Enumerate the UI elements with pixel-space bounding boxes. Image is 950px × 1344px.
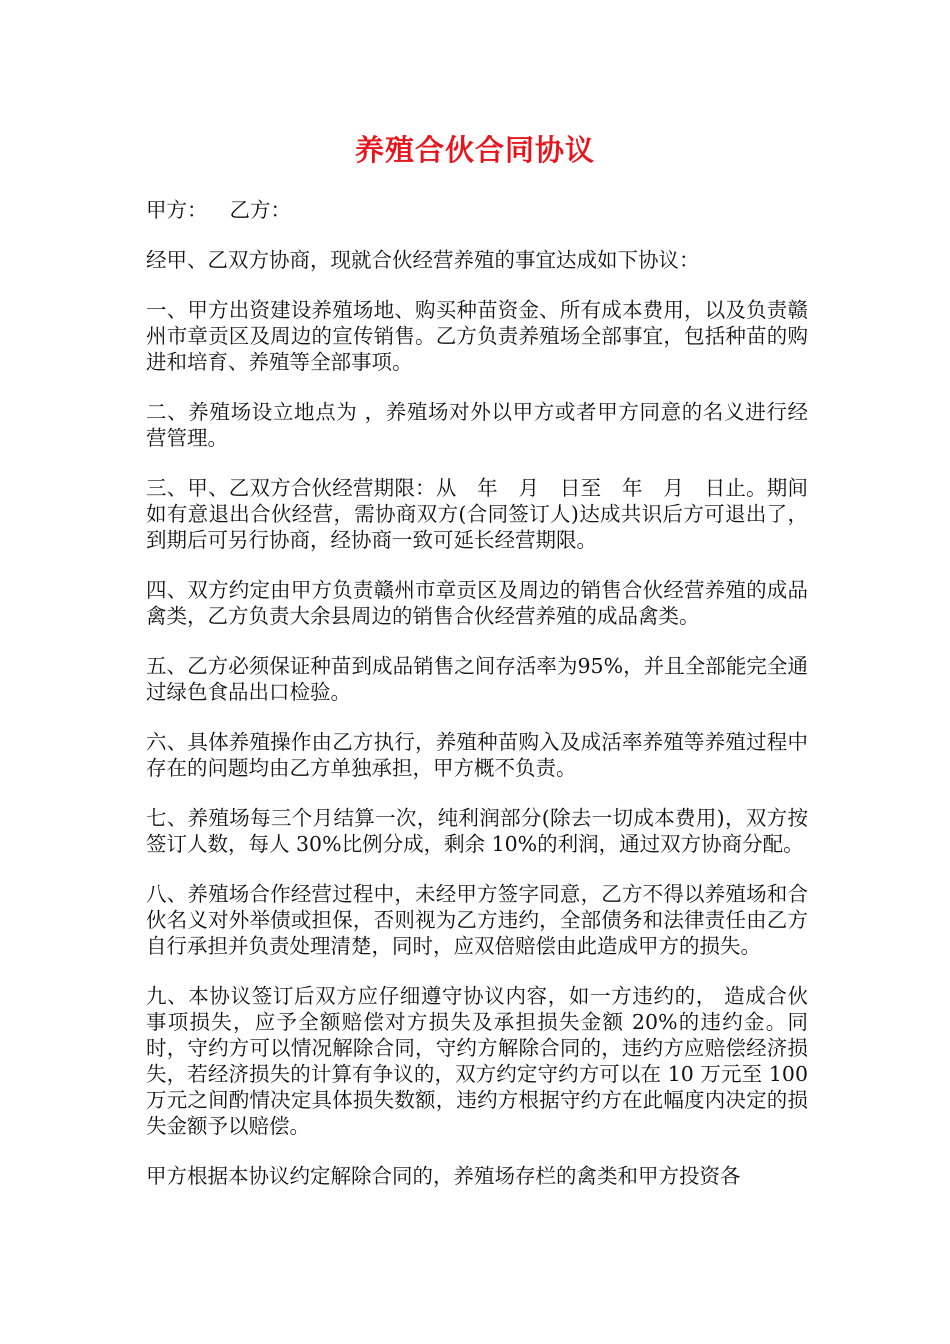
document-body [146, 197, 808, 1213]
parties-line [146, 197, 808, 223]
clause-8: 八、养殖场合作经营过程中，未经甲方签字同意，乙方不得以养殖场和合伙名义对外举债或担保，否则视为乙方违约，全部债务和法律责任由乙方自行承担并负责处理清楚，同时，应双倍赔偿由此造成甲方的损失。 [146, 882, 808, 958]
clause-9: 九、本协议签订后双方应仔细遵守协议内容，如一方违约的， 造成合伙事项损失，应予全额赔偿对方损失及承担损失金额 20%的违约金。同时，守约方可以情况解除合同，守约方解除合同的，违约方应赔偿经济损失，若经济损失的计算有争议的，双方约定守约方可以在 10 万元至 100 万元之间酌情决定具体损失数额，违约方根据守约方在此幅度内决定的损失金额予以赔偿。 [146, 984, 808, 1138]
intro-paragraph: 经甲、乙双方协商，现就合伙经营养殖的事宜达成如下协议： [146, 248, 700, 272]
clause-7: 七、养殖场每三个月结算一次，纯利润部分(除去一切成本费用)，双方按签订人数，每人 30%比例分成，剩余 10%的利润，通过双方协商分配。 [146, 806, 808, 856]
document-title: 养殖合伙合同协议 [354, 133, 595, 167]
clause-6: 六、具体养殖操作由乙方执行，养殖种苗购入及成活率养殖等养殖过程中存在的问题均由乙方单独承担，甲方概不负责。 [146, 730, 808, 780]
clause-2: 二、养殖场设立地点为 ，养殖场对外以甲方或者甲方同意的名义进行经营管理。 [146, 400, 808, 450]
clause-4: 四、双方约定由甲方负责赣州市章贡区及周边的销售合伙经营养殖的成品禽类，乙方负责大余县周边的销售合伙经营养殖的成品禽类。 [146, 578, 808, 628]
party-a-label: 甲方： [146, 198, 208, 222]
party-b-label: 乙方： [229, 198, 291, 222]
clause-1: 一、甲方出资建设养殖场地、购买种苗资金、所有成本费用，以及负责赣州市章贡区及周边的宣传销售。乙方负责养殖场全部事宜，包括种苗的购进和培育、养殖等全部事项。 [146, 298, 808, 374]
clause-3: 三、甲、乙双方合伙经营期限：从 年 月 日至 年 月 日止。期间如有意退出合伙经营，需协商双方(合同签订人)达成共识后方可退出了，到期后可另行协商，经协商一致可延长经营期限。 [146, 476, 808, 552]
clause-5: 五、乙方必须保证种苗到成品销售之间存活率为95%，并且全部能完全通过绿色食品出口检验。 [146, 654, 808, 704]
termination-paragraph: 甲方根据本协议约定解除合同的，养殖场存栏的禽类和甲方投资各 [146, 1164, 741, 1188]
